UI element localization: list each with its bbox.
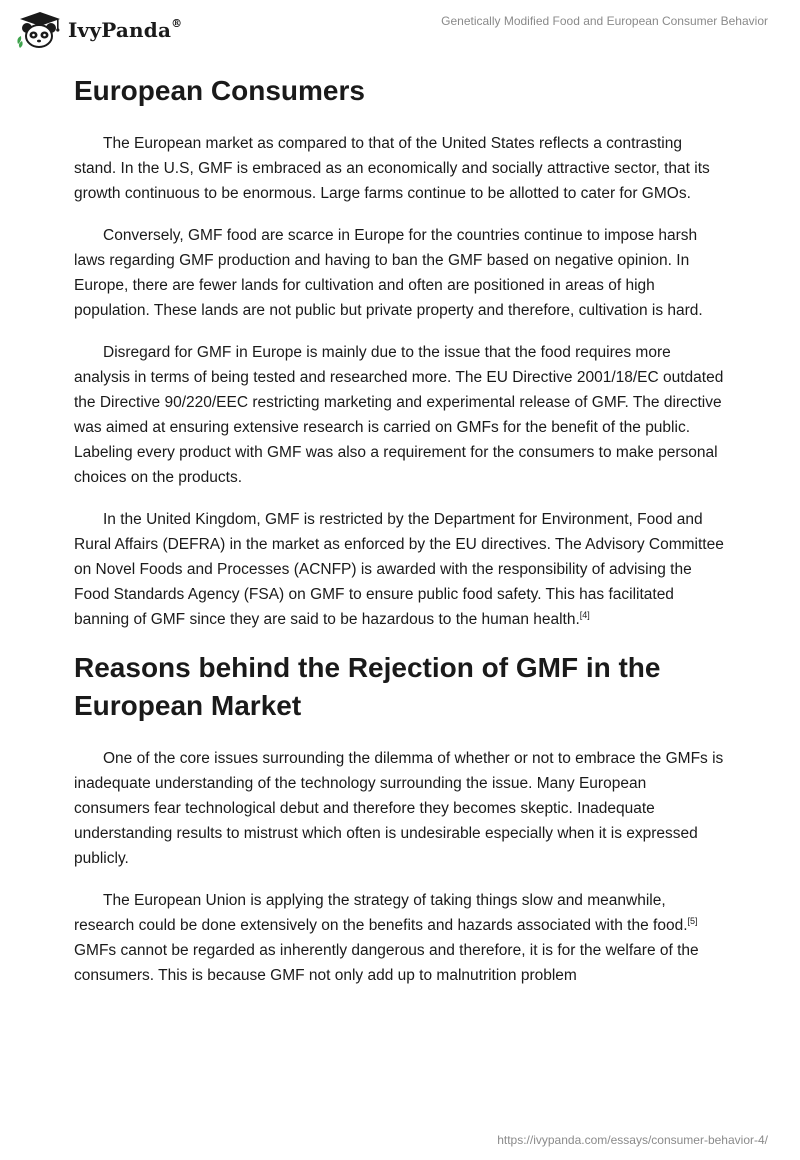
- panda-graduate-icon: [14, 10, 62, 50]
- logo-text: IvyPanda®: [68, 17, 183, 42]
- paragraph-text: GMFs cannot be regarded as inherently dangerous and therefore, it is for the welfare of the consumers. This is because GMF not only add up to malnutrition problem: [74, 942, 699, 984]
- paragraph: [74, 507, 726, 632]
- paragraph: Disregard for GMF in Europe is mainly due to the issue that the food requires more analysis in terms of being tested and researched more. The EU Directive 2001/18/EC outdated the Directive 90/220/EEC restricting marketing and experimental release of GMF. The directive was aimed at ensuring extensive research is carried on GMFs for the benefit of the public. Labeling every product with GMF was also a requirement for the consumers to make personal choices on the products.: [74, 344, 724, 486]
- footnote-ref-5[interactable]: [5]: [687, 915, 698, 926]
- paragraph: Conversely, GMF food are scarce in Europe for the countries continue to impose harsh laws regarding GMF production and having to ban the GMF based on negative opinion. In Europe, there are fewer lands for cultivation and often are positioned in areas of high population. These lands are not public but private property and therefore, cultivation is hard.: [74, 227, 703, 319]
- paragraph: One of the core issues surrounding the dilemma of whether or not to embrace the GMFs is inadequate understanding of the technology surrounding the issue. Many European consumers fear technological debut and therefore they becomes skeptic. Inadequate understanding results to mistrust which often is undesirable especially when it is expressed publicly.: [74, 750, 724, 867]
- document-title: Genetically Modified Food and European Consumer Behavior: [441, 14, 768, 28]
- page-header: [0, 0, 800, 60]
- ivypanda-logo[interactable]: [14, 10, 182, 50]
- footnote-ref-4[interactable]: [4]: [579, 609, 590, 620]
- paragraph: [74, 888, 726, 988]
- paragraph: The European market as compared to that of the United States reflects a contrasting stand. In the U.S, GMF is embraced as an economically and socially attractive sector, that its growth continuous to be enormous. Large farms continue to be allotted to cater for GMOs.: [74, 135, 710, 202]
- paragraph-text: In the United Kingdom, GMF is restricted by the Department for Environment, Food and Rural Affairs (DEFRA) in the market as enforced by the EU directives. The Advisory Committee on Novel Foods and Processes (ACNFP) is awarded with the responsibility of advising the Food Standards Agency (FSA) on GMF to ensure public food safety. This has facilitated banning of GMF since they are said to be hazardous to the human health.: [74, 511, 724, 628]
- article-body: [74, 72, 726, 1005]
- source-url[interactable]: https://ivypanda.com/essays/consumer-behavior-4/: [497, 1133, 768, 1147]
- section-heading-reasons-rejection: Reasons behind the Rejection of GMF in the European Market: [74, 652, 661, 721]
- paragraph-text: The European Union is applying the strategy of taking things slow and meanwhile, research could be done extensively on the benefits and hazards associated with the food.: [74, 892, 688, 934]
- section-heading-european-consumers: European Consumers: [74, 75, 365, 106]
